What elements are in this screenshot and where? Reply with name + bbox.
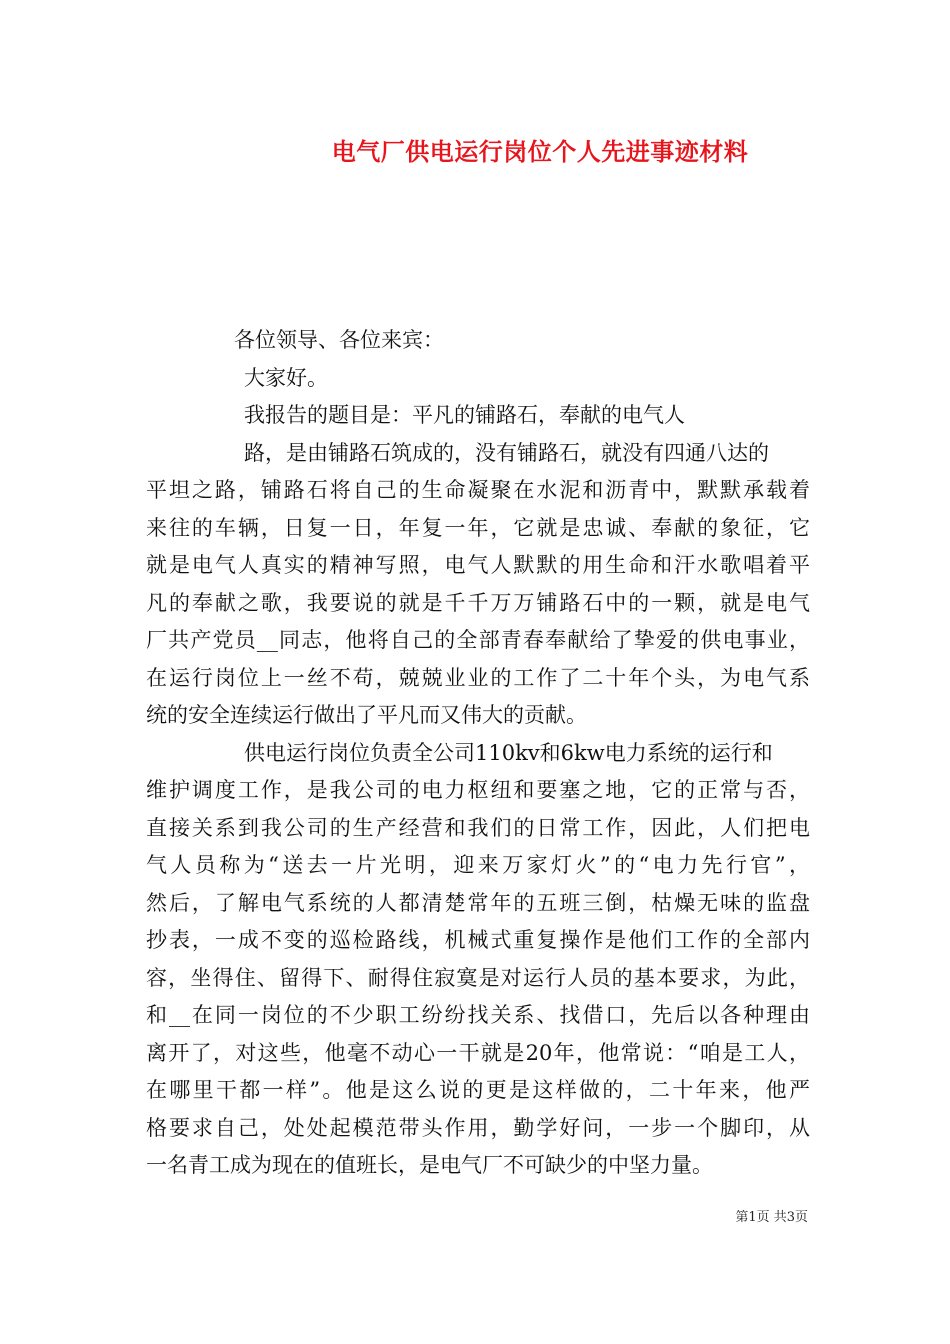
paragraph-2-line: 气人员称为“送去一片光明，迎来万家灯火”的“电力先行官”， bbox=[146, 853, 810, 877]
paragraph-1-line: 凡的奉献之歌，我要说的就是千千万万铺路石中的一颗，就是电气 bbox=[146, 590, 810, 615]
document-body bbox=[146, 322, 810, 1185]
paragraph-2-line: 供电运行岗位负责全公司110kv和6kw电力系统的运行和 bbox=[244, 740, 773, 765]
paragraph-2-line: 格要求自己，处处起模范带头作用，勤学好问，一步一个脚印，从 bbox=[146, 1115, 810, 1140]
paragraph-2-line: 离开了，对这些，他毫不动心一干就是20年，他常说：“咱是工人， bbox=[146, 1040, 810, 1065]
paragraph-2-line: 直接关系到我公司的生产经营和我们的日常工作，因此，人们把电 bbox=[146, 815, 810, 840]
paragraph-1-line: 在运行岗位上一丝不苟，兢兢业业的工作了二十年个头，为电气系 bbox=[146, 665, 810, 690]
paragraph-2-line: 抄表，一成不变的巡检路线，机械式重复操作是他们工作的全部内 bbox=[146, 928, 810, 952]
paragraph-2-line: 一名青工成为现在的值班长，是电气厂不可缺少的中坚力量。 bbox=[146, 1153, 713, 1177]
report-topic: 我报告的题目是：平凡的铺路石，奉献的电气人 bbox=[244, 403, 685, 427]
paragraph-1-line: 路，是由铺路石筑成的，没有铺路石，就没有四通八达的 bbox=[244, 440, 769, 465]
paragraph-2-line: 在哪里干都一样”。他是这么说的更是这样做的，二十年来，他严 bbox=[146, 1078, 810, 1102]
paragraph-2-line: 然后，了解电气系统的人都清楚常年的五班三倒，枯燥无味的监盘 bbox=[146, 890, 810, 915]
page-number: 第1页 共3页 bbox=[735, 1210, 808, 1225]
paragraph-1-line: 平坦之路，铺路石将自己的生命凝聚在水泥和沥青中，默默承载着 bbox=[146, 478, 810, 502]
paragraph-1-line: 就是电气人真实的精神写照，电气人默默的用生命和汗水歌唱着平 bbox=[146, 553, 810, 577]
paragraph-1-line: 厂共产党员__同志，他将自己的全部青春奉献给了挚爱的供电事业， bbox=[146, 628, 810, 652]
document-title: 电气厂供电运行岗位个人先进事迹材料 bbox=[331, 137, 749, 166]
salutation: 各位领导、各位来宾： bbox=[234, 328, 444, 352]
greeting: 大家好。 bbox=[244, 365, 328, 390]
paragraph-1-line: 统的安全连续运行做出了平凡而又伟大的贡献。 bbox=[146, 703, 587, 727]
paragraph-1-line: 来往的车辆，日复一日，年复一年，它就是忠诚、奉献的象征，它 bbox=[146, 515, 810, 540]
paragraph-2-line: 和__在同一岗位的不少职工纷纷找关系、找借口，先后以各种理由 bbox=[146, 1003, 810, 1027]
paragraph-2-line: 容，坐得住、留得下、耐得住寂寞是对运行人员的基本要求，为此， bbox=[146, 965, 810, 990]
paragraph-2-line: 维护调度工作，是我公司的电力枢纽和要塞之地，它的正常与否， bbox=[146, 778, 810, 802]
